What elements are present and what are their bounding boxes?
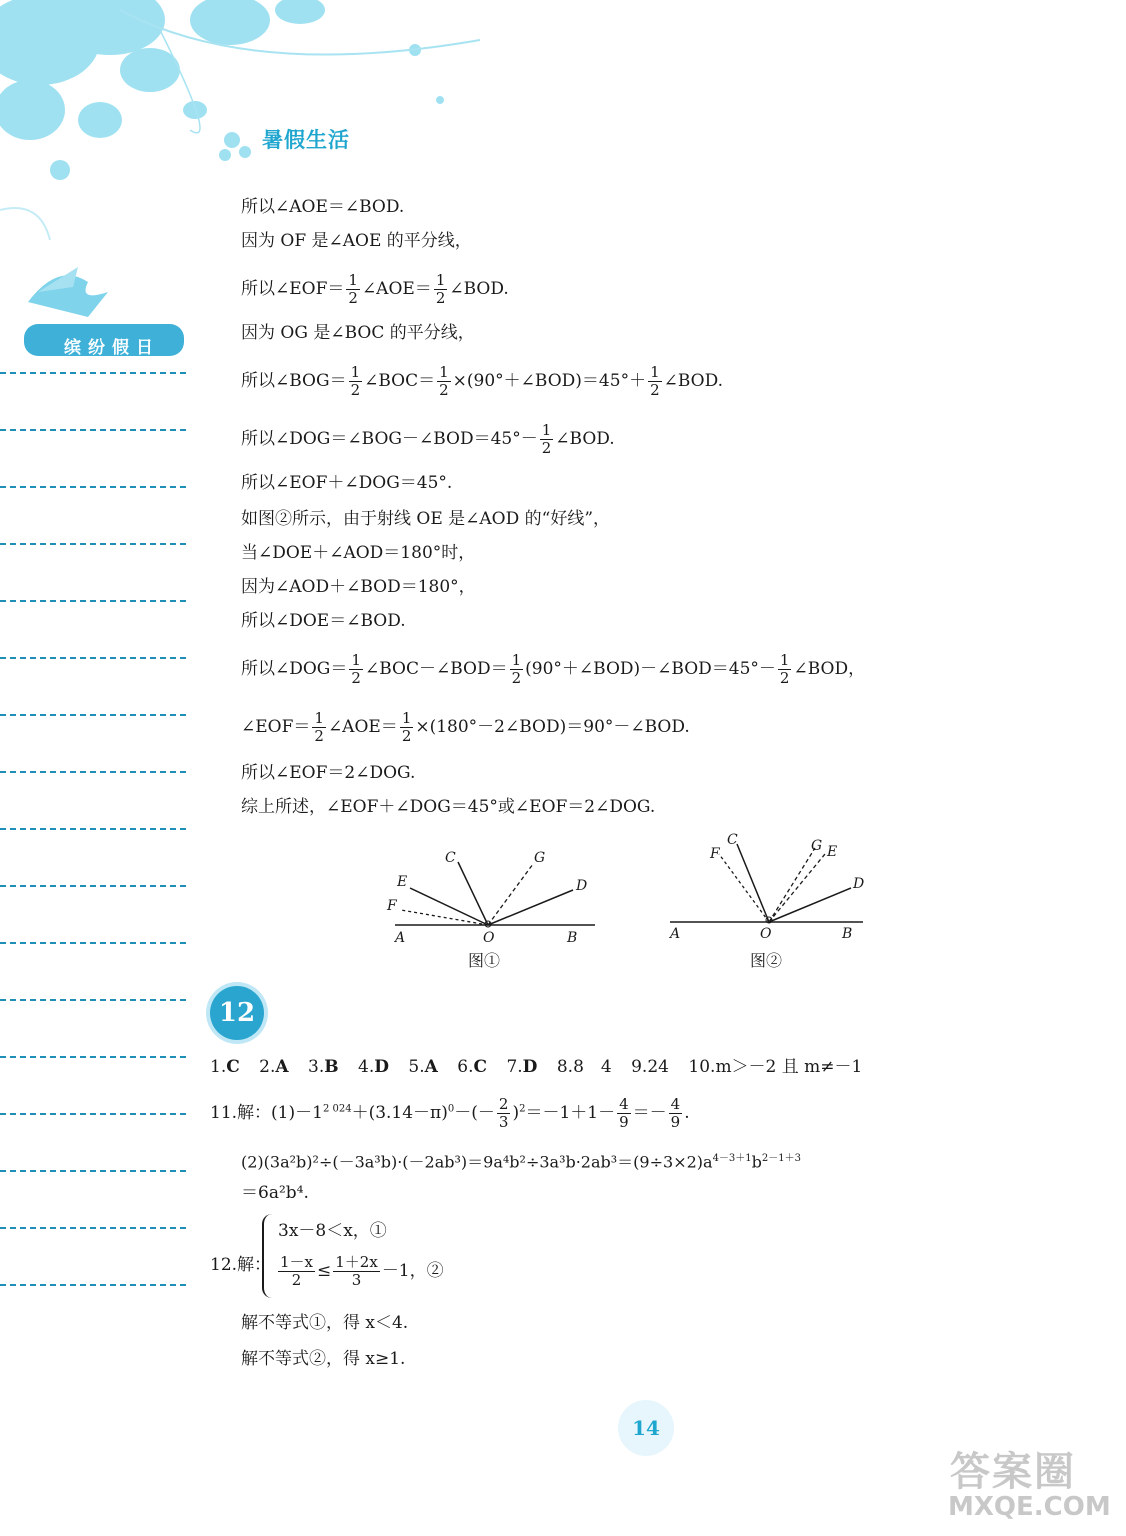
figure-2-diagram [665, 830, 875, 945]
q11-part2-result: ＝6a²b⁴. [241, 1183, 309, 1203]
answer-item: 3.B [308, 1057, 339, 1077]
side-badge-label: 缤纷假日 [64, 338, 160, 358]
answer-item: 8.8 4 [556, 1057, 612, 1077]
text-line: 所以∠DOG＝∠BOG－∠BOD＝45°－ $\frac{1}{2}$ ∠BOD. [241, 421, 615, 457]
fig2-label-o: O [760, 926, 772, 942]
text-line: 所以∠AOE＝∠BOD. [241, 197, 405, 217]
fig1-label-e: E [397, 874, 408, 890]
text-line: 所以∠EOF＝2∠DOG. [241, 763, 416, 783]
header-title: 暑假生活 [262, 128, 350, 152]
fig1-label-g: G [534, 850, 546, 866]
figure-1-caption: 图① [468, 951, 501, 970]
fig2-label-a: A [670, 926, 681, 942]
fig1-label-a: A [395, 930, 406, 946]
text-line: 综上所述，∠EOF＋∠DOG＝45°或∠EOF＝2∠DOG. [241, 797, 656, 817]
answer-item: 5.A [408, 1057, 438, 1077]
watermark-url: MXQE.COM [948, 1492, 1111, 1522]
answer-item: 10.m＞－2 且 m≠－1 [688, 1057, 863, 1077]
fig2-label-b: B [842, 926, 853, 942]
q12-step2: 解不等式②，得 x≥1. [241, 1349, 406, 1369]
answer-item: 7.D [506, 1057, 538, 1077]
text-line: 所以∠BOG＝ $\frac{1}{2}$ ∠BOC＝ $\frac{1}{2}$ ×(90°＋∠BOD)＝45°＋ $\frac{1}{2}$ ∠BOD. [241, 363, 724, 399]
fig2-label-d: D [853, 876, 865, 892]
text-line: 所以∠DOE＝∠BOD. [241, 611, 406, 631]
figure-1-diagram [385, 840, 605, 950]
fig1-label-o: O [483, 930, 495, 946]
text-line: 当∠DOE＋∠AOD＝180°时， [241, 543, 476, 563]
multiple-choice-answers [210, 1056, 876, 1078]
section-number-badge: 12 [210, 986, 264, 1040]
q11-part2: $(2)(3a^2b)^2\div(-3a^3b)\cdot(-2ab^3)=9a^4b^2\div 3a^3b\cdot 2ab^3=(9\div 3\times 2)a^{4-3+1}b^{2-1+3}$ [241, 1152, 801, 1172]
page-number: 14 [618, 1400, 674, 1456]
answer-item: 6.C [457, 1057, 488, 1077]
text-line: 所以∠EOF＋∠DOG＝45°. [241, 473, 453, 493]
fig2-label-e: E [827, 844, 838, 860]
fig1-label-d: D [576, 878, 588, 894]
answer-item: 2.A [259, 1057, 289, 1077]
fig2-label-c: C [727, 832, 738, 848]
fig1-label-f: F [387, 898, 397, 914]
answer-item: 9.24 [631, 1057, 669, 1077]
watermark-logo: 答案圈 [950, 1449, 1076, 1495]
fig2-label-f: F [710, 846, 720, 862]
text-line: 因为∠AOD＋∠BOD＝180°， [241, 577, 476, 597]
q11-part1: 11.解：$(1)-1^{2 024}+(3.14-\pi)^0-(-$ $\frac{2}{3}$ )$^2$＝－1＋1－ $\frac{4}{9}$ ＝－ $\frac{4}{9}$ . [210, 1095, 690, 1131]
answer-item: 4.D [358, 1057, 390, 1077]
floral-decoration [0, 0, 520, 260]
text-line: 因为 OF 是∠AOE 的平分线， [241, 231, 472, 251]
figure-2-caption: 图② [750, 951, 783, 970]
text-line: ∠EOF＝ $\frac{1}{2}$ ∠AOE＝ $\frac{1}{2}$ ×(180°－2∠BOD)＝90°－∠BOD. [241, 709, 690, 745]
text-line: 因为 OG 是∠BOC 的平分线， [241, 323, 475, 343]
fig1-label-b: B [567, 930, 578, 946]
text-line: 所以∠EOF＝ $\frac{1}{2}$ ∠AOE＝ $\frac{1}{2}$ ∠BOD. [241, 271, 509, 307]
fig2-label-g: G [811, 838, 823, 854]
text-line: 如图②所示，由于射线 OE 是∠AOD 的“好线”， [241, 509, 611, 529]
text-line: 所以∠DOG＝ $\frac{1}{2}$ ∠BOC－∠BOD＝ $\frac{1}{2}$ (90°＋∠BOD)－∠BOD＝45°－ $\frac{1}{2}$ ∠BOD， [241, 651, 866, 687]
fig1-label-c: C [445, 850, 456, 866]
answer-item: 1.C [210, 1057, 240, 1077]
q12-step1: 解不等式①，得 x＜4. [241, 1313, 409, 1333]
